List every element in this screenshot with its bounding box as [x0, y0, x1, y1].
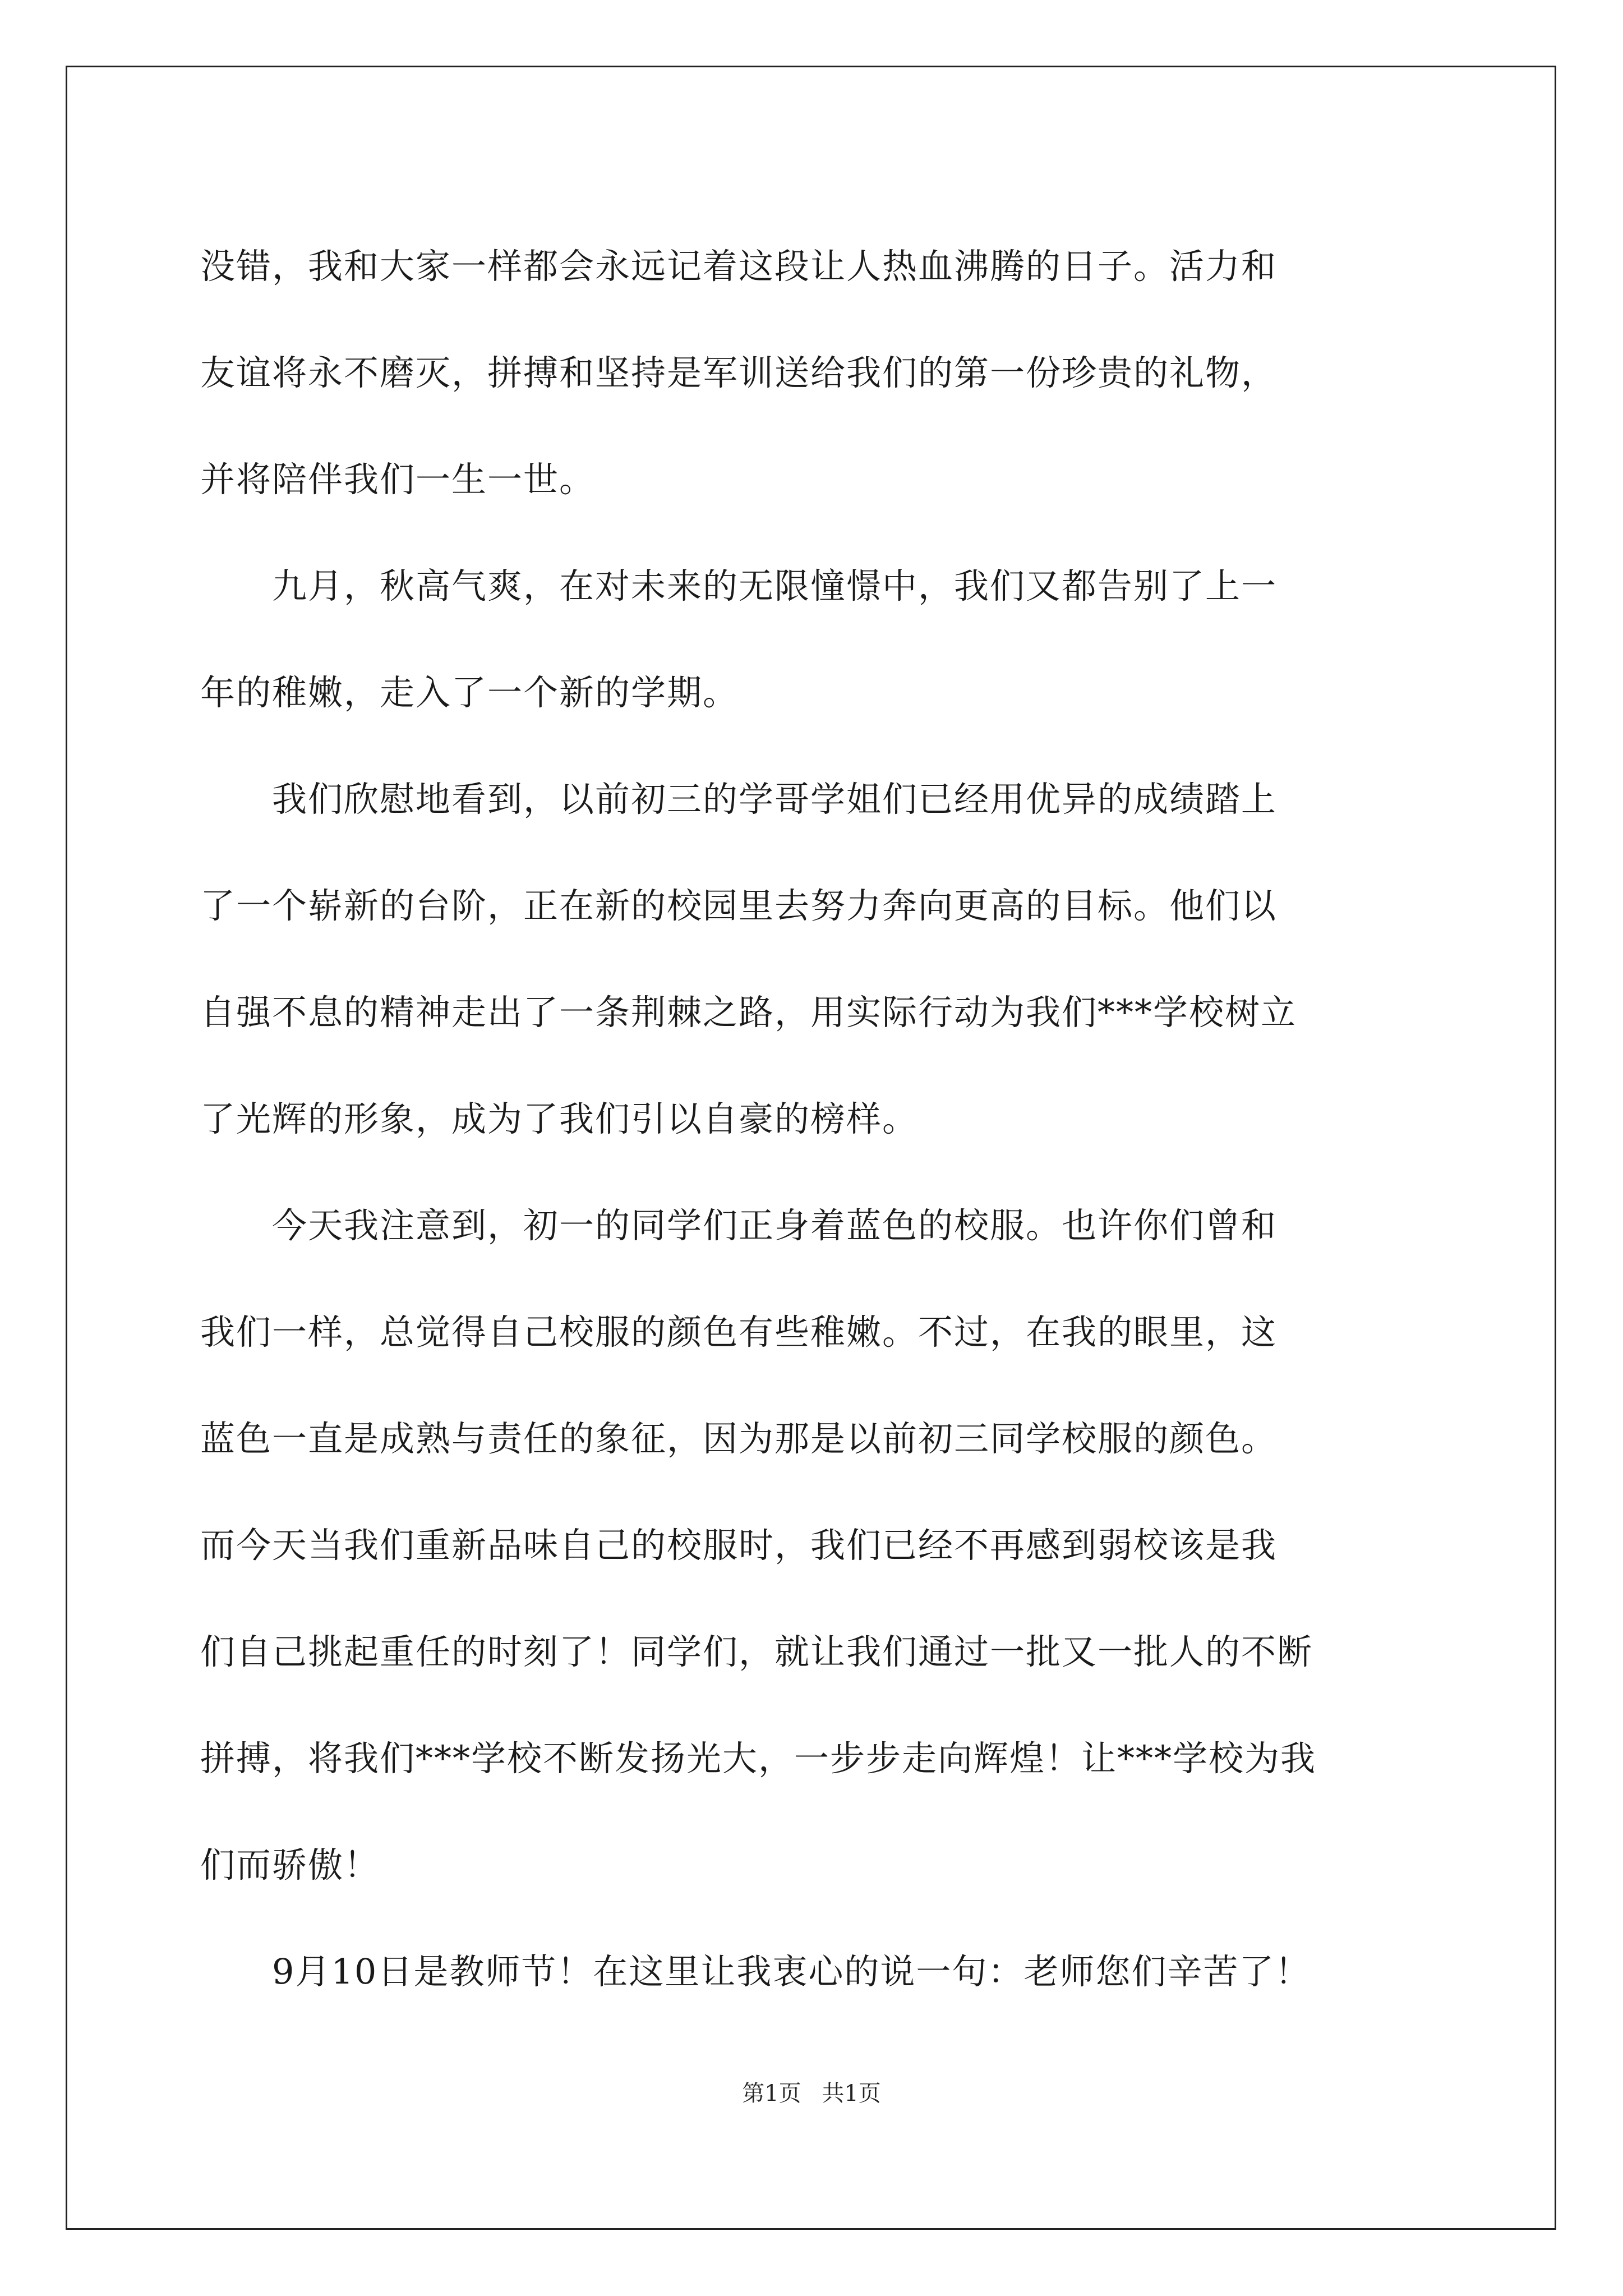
text-line: 年的稚嫩，走入了一个新的学期。: [200, 672, 739, 713]
document-body: [200, 213, 1434, 2025]
text-line: 蓝色一直是成熟与责任的象征，因为那是以前初三同学校服的颜色。: [200, 1418, 1278, 1459]
text-line: 了光辉的形象，成为了我们引以自豪的榜样。: [200, 1098, 919, 1139]
text-line: 自强不息的精神走出了一条荆棘之路，用实际行动为我们***学校树立: [200, 992, 1297, 1033]
text-line: 没错，我和大家一样都会永远记着这段让人热血沸腾的日子。活力和: [200, 246, 1278, 287]
page-footer: [0, 2076, 1623, 2108]
text-line: 们而骄傲！: [200, 1844, 380, 1885]
text-line: 了一个崭新的台阶，正在新的校园里去努力奔向更高的目标。他们以: [200, 885, 1278, 926]
text-line: 并将陪伴我们一生一世。: [200, 459, 596, 500]
text-line: 而今天当我们重新品味自己的校服时，我们已经不再感到弱校该是我: [200, 1525, 1278, 1566]
page-number-total: 共1页: [822, 2081, 881, 2106]
text-line: 今天我注意到，初一的同学们正身着蓝色的校服。也许你们曾和: [200, 1205, 1278, 1246]
text-line: 们自己挑起重任的时刻了！同学们，就让我们通过一批又一批人的不断: [200, 1631, 1313, 1672]
text-line: 九月，秋高气爽，在对未来的无限憧憬中，我们又都告别了上一: [200, 565, 1278, 606]
page-number-current: 第1页: [742, 2081, 801, 2106]
text-line: 我们欣慰地看到，以前初三的学哥学姐们已经用优异的成绩踏上: [200, 779, 1278, 820]
text-line: 我们一样，总觉得自己校服的颜色有些稚嫩。不过，在我的眼里，这: [200, 1312, 1278, 1352]
text-line: 友谊将永不磨灭，拼搏和坚持是军训送给我们的第一份珍贵的礼物，: [200, 352, 1278, 393]
text-line: 9月10日是教师节！在这里让我衷心的说一句：老师您们辛苦了！: [200, 1951, 1311, 1992]
text-line: 拼搏，将我们***学校不断发扬光大，一步步走向辉煌！让***学校为我: [200, 1738, 1317, 1779]
